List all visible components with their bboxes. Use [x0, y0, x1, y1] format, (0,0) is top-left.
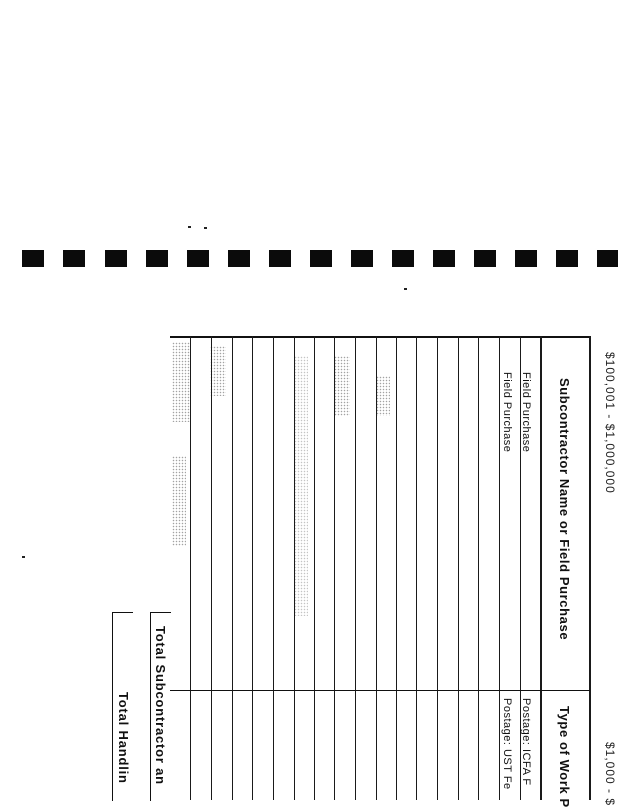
scan-noise: [172, 456, 186, 546]
table-column-rule: [458, 336, 459, 800]
table-column-rule: [211, 336, 212, 800]
scan-noise: [334, 356, 350, 416]
table-column-rule: [396, 336, 397, 800]
punch-hole-strip: [22, 250, 618, 272]
column-header-type-of-work: Type of Work P: [557, 706, 572, 808]
table-column-rule: [416, 336, 417, 800]
table-top-rule: [170, 336, 590, 338]
row-1-name: Field Purchase: [520, 372, 532, 453]
table-column-rule: [540, 336, 542, 800]
column-header-subcontractor: Subcontractor Name or Field Purchase: [557, 378, 572, 641]
table-column-rule: [190, 336, 191, 800]
scan-noise: [294, 356, 308, 616]
total-subcontractor-label: Total Subcontractor an: [153, 626, 168, 785]
scan-speck: [204, 227, 207, 229]
value-range-label-continued: $1,000 - $: [603, 742, 617, 807]
scan-speck: [188, 226, 191, 228]
scan-speck: [404, 288, 407, 290]
value-range-label: $100,001 - $1,000,000: [603, 352, 617, 494]
row-2-name: Field Purchase: [501, 372, 513, 453]
row-2-type: Postage: UST Fe: [501, 698, 513, 790]
scan-noise: [210, 346, 226, 396]
table-column-rule: [294, 336, 295, 800]
table-column-rule: [273, 336, 274, 800]
table-middle-rule: [170, 690, 590, 691]
table-column-rule: [478, 336, 479, 800]
total-handling-label: Total Handlin: [116, 692, 131, 784]
table-column-rule: [589, 336, 591, 800]
table-column-rule: [437, 336, 438, 800]
table-column-rule: [252, 336, 253, 800]
table-column-rule: [232, 336, 233, 800]
table-column-rule: [334, 336, 335, 800]
scan-noise: [172, 342, 190, 422]
table-column-rule: [376, 336, 377, 800]
table-column-rule: [355, 336, 356, 800]
row-1-type: Postage: ICFA F: [520, 698, 532, 786]
table-column-rule: [314, 336, 315, 800]
scan-noise: [376, 376, 390, 416]
table-column-rule: [499, 336, 500, 800]
scan-speck: [22, 556, 25, 558]
